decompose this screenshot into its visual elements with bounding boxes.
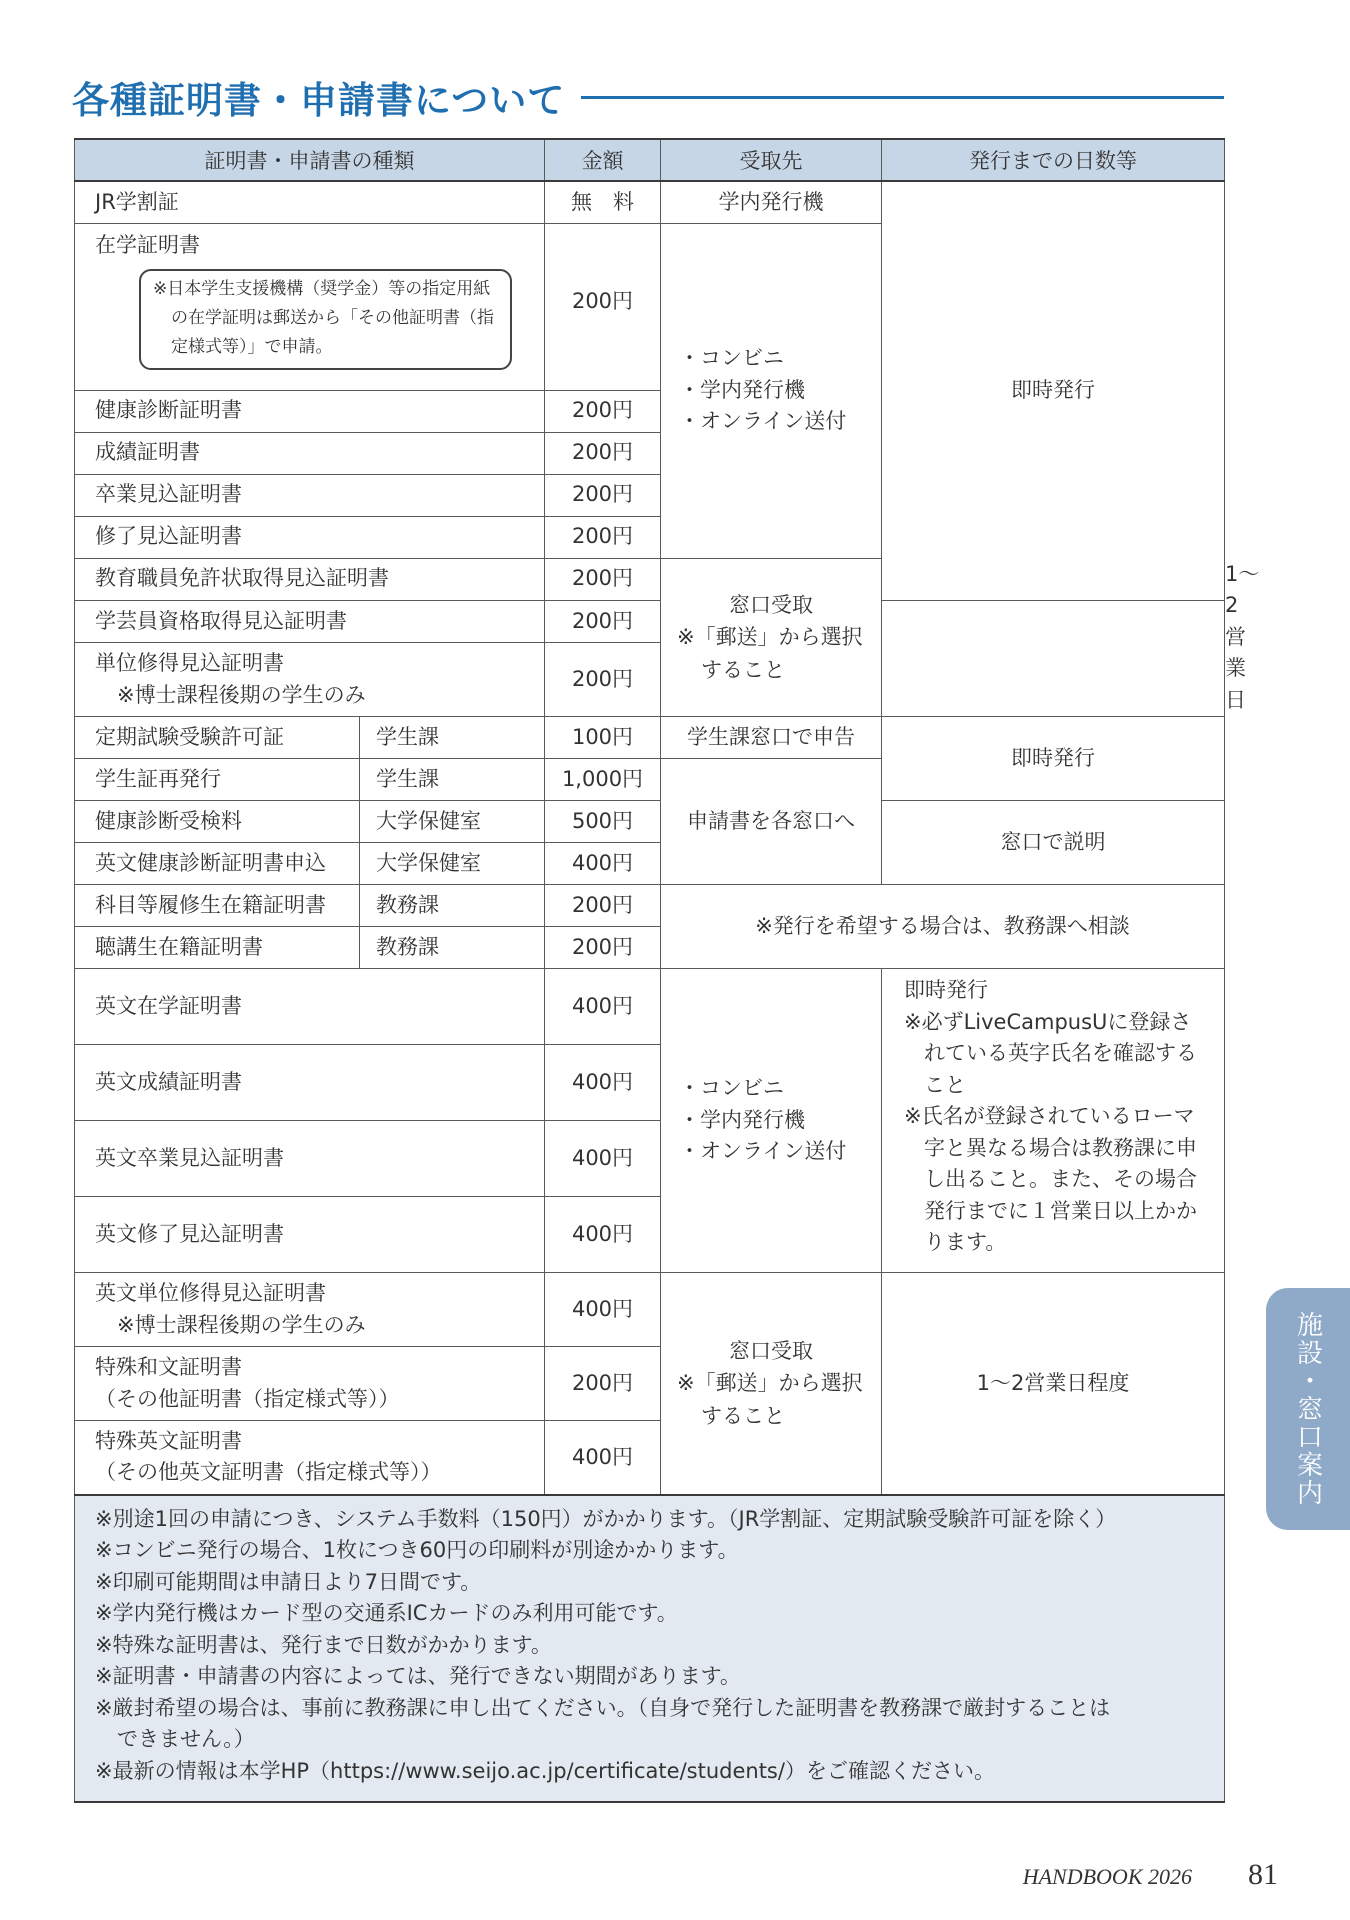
instr-line: ※氏名が登録されているローマ bbox=[904, 1104, 1195, 1129]
cert-place-list bbox=[661, 223, 882, 558]
handbook-label: HANDBOOK 2026 bbox=[1022, 1864, 1192, 1889]
certificate-table bbox=[74, 138, 1260, 1803]
cert-amount: 400円 bbox=[545, 1045, 661, 1121]
cert-dept: 学生課 bbox=[360, 717, 545, 759]
footnote-row bbox=[75, 1495, 1225, 1803]
footnote: できません。） bbox=[117, 1727, 255, 1752]
table-row bbox=[75, 642, 1225, 716]
cert-amount: 400円 bbox=[545, 1121, 661, 1197]
place-item: ・ 学内発行機 bbox=[679, 1105, 881, 1137]
table-row: 教育職員免許状取得見込証明書 200円 窓口受取 ※「郵送」から選択 すること 1〜2営業日 bbox=[75, 558, 1225, 600]
cert-amount: 無 料 bbox=[545, 181, 661, 223]
cert-amount: 400円 bbox=[545, 1273, 661, 1347]
place-item: ・ オンライン送付 bbox=[679, 406, 881, 438]
cert-amount: 1,000円 bbox=[545, 759, 661, 801]
cert-name: 英文卒業見込証明書 bbox=[75, 1121, 545, 1197]
cert-place: 申請書を各窓口へ bbox=[661, 759, 882, 885]
title-rule bbox=[581, 96, 1224, 99]
cert-place: 学生課窓口で申告 bbox=[661, 717, 882, 759]
cert-note: ※博士課程後期の学生のみ bbox=[117, 682, 366, 707]
place-line: 窓口受取 bbox=[729, 1338, 813, 1363]
side-tab-label: 施設・窓口案内 bbox=[1292, 1311, 1323, 1507]
cert-name: 在学証明書 bbox=[95, 232, 200, 257]
page-footer bbox=[0, 1858, 1350, 1898]
cert-days: 窓口で説明 bbox=[882, 801, 1225, 885]
place-item: ・ 学内発行機 bbox=[679, 375, 881, 407]
cert-name: JR学割証 bbox=[75, 181, 545, 223]
cert-amount: 200円 bbox=[545, 1347, 661, 1421]
footnote: ※コンビニ発行の場合、1枚につき60円の印刷料が別途かかります。 bbox=[95, 1538, 739, 1563]
cert-name: 健康診断受検料 bbox=[75, 801, 360, 843]
instr-line: れている英字氏名を確認する bbox=[924, 1041, 1197, 1066]
place-item: ・ コンビニ bbox=[679, 343, 881, 375]
cert-name-cell bbox=[75, 642, 545, 716]
cert-amount: 200円 bbox=[545, 885, 661, 927]
table-header-row bbox=[75, 139, 1225, 181]
footnote: ※学内発行機はカード型の交通系ICカードのみ利用可能です。 bbox=[95, 1601, 678, 1626]
instr-line: こと bbox=[924, 1072, 966, 1097]
cert-boxed-note bbox=[139, 269, 512, 370]
table-row bbox=[75, 600, 1225, 642]
cert-days: 即時発行 bbox=[882, 717, 1225, 801]
cert-place: 学内発行機 bbox=[661, 181, 882, 223]
cert-amount: 400円 bbox=[545, 1421, 661, 1495]
place-line: すること bbox=[701, 657, 785, 682]
cert-amount: 200円 bbox=[545, 516, 661, 558]
header-type: 証明書・申請書の種類 bbox=[75, 139, 545, 181]
cert-name-cell bbox=[75, 1347, 545, 1421]
cert-name: 学生証再発行 bbox=[75, 759, 360, 801]
table-row bbox=[75, 969, 1225, 1045]
header-place: 受取先 bbox=[661, 139, 882, 181]
cert-place bbox=[661, 558, 882, 717]
cert-amount: 200円 bbox=[545, 432, 661, 474]
cert-sub: （その他証明書（指定様式等）） bbox=[95, 1386, 400, 1411]
instr-line: ります。 bbox=[924, 1230, 1007, 1255]
cert-name: 教育職員免許状取得見込証明書 bbox=[75, 558, 545, 600]
cert-amount: 200円 bbox=[545, 558, 661, 600]
page-title: 各種証明書・申請書について bbox=[72, 79, 566, 122]
cert-name: 英文修了見込証明書 bbox=[75, 1197, 545, 1273]
cert-name: 単位修得見込証明書 bbox=[95, 651, 284, 676]
header-amount: 金額 bbox=[545, 139, 661, 181]
cert-name: 健康診断証明書 bbox=[75, 390, 545, 432]
cert-amount: 200円 bbox=[545, 390, 661, 432]
place-line: 窓口受取 bbox=[729, 592, 813, 617]
cert-note: ※博士課程後期の学生のみ bbox=[117, 1312, 366, 1337]
cert-name: 英文単位修得見込証明書 bbox=[95, 1281, 326, 1306]
cert-name: 特殊英文証明書 bbox=[95, 1428, 242, 1453]
cert-dept: 大学保健室 bbox=[360, 843, 545, 885]
note-line: 定様式等）」で申請。 bbox=[171, 336, 333, 357]
header-days: 発行までの日数等 bbox=[882, 139, 1225, 181]
cert-amount: 400円 bbox=[545, 969, 661, 1045]
cert-name: 成績証明書 bbox=[75, 432, 545, 474]
footnote: ※最新の情報は本学HP（https://www.seijo.ac.jp/certificate/students/）をご確認ください。 bbox=[95, 1758, 995, 1783]
note-line: の在学証明は郵送から「その他証明書（指 bbox=[171, 307, 494, 328]
cert-sub: （その他英文証明書（指定様式等）） bbox=[95, 1460, 442, 1485]
footnote: ※厳封希望の場合は、事前に教務課に申し出てください。（自身で発行した証明書を教務課で厳封することは bbox=[95, 1695, 1111, 1720]
cert-dept: 教務課 bbox=[360, 885, 545, 927]
footnotes bbox=[75, 1495, 1225, 1803]
place-line: ※「郵送」から選択 bbox=[677, 1371, 863, 1396]
note-line: ※日本学生支援機構（奨学金）等の指定用紙 bbox=[153, 279, 491, 299]
cert-dept: 大学保健室 bbox=[360, 801, 545, 843]
page-number: 81 bbox=[1248, 1858, 1278, 1891]
cert-amount: 400円 bbox=[545, 843, 661, 885]
cert-days: 即時発行 bbox=[882, 181, 1225, 600]
cert-place-list bbox=[661, 969, 882, 1273]
consult-note: ※発行を希望する場合は、教務課へ相談 bbox=[661, 885, 1225, 969]
cert-amount: 100円 bbox=[545, 717, 661, 759]
place-item: ・ コンビニ bbox=[679, 1073, 881, 1105]
instr-line: ※必ずLiveCampusUに登録さ bbox=[904, 1009, 1192, 1034]
table-row bbox=[75, 885, 1225, 927]
cert-days-instructions bbox=[882, 969, 1225, 1273]
cert-name-cell bbox=[75, 1273, 545, 1347]
cert-amount: 200円 bbox=[545, 223, 661, 390]
instr-line: 字と異なる場合は教務課に申 bbox=[924, 1135, 1197, 1160]
cert-name: 科目等履修生在籍証明書 bbox=[75, 885, 360, 927]
cert-name: 英文健康診断証明書申込 bbox=[75, 843, 360, 885]
cert-name: 修了見込証明書 bbox=[75, 516, 545, 558]
cert-dept: 学生課 bbox=[360, 759, 545, 801]
cert-name-cell bbox=[75, 223, 545, 390]
cert-amount: 200円 bbox=[545, 600, 661, 642]
cert-name: 定期試験受験許可証 bbox=[75, 717, 360, 759]
cert-place bbox=[661, 1273, 882, 1495]
cert-amount: 500円 bbox=[545, 801, 661, 843]
cert-name: 聴講生在籍証明書 bbox=[75, 927, 360, 969]
footnote: ※印刷可能期間は申請日より7日間です。 bbox=[95, 1569, 482, 1594]
table-row bbox=[75, 181, 1225, 223]
instr-line: 即時発行 bbox=[904, 978, 988, 1003]
place-line: ※「郵送」から選択 bbox=[677, 625, 863, 650]
table-row bbox=[75, 1273, 1225, 1347]
cert-days: 1〜2営業日程度 bbox=[882, 1273, 1225, 1495]
cert-amount: 200円 bbox=[545, 927, 661, 969]
place-line: すること bbox=[701, 1403, 785, 1428]
footnote: ※証明書・申請書の内容によっては、発行できない期間があります。 bbox=[95, 1664, 741, 1689]
instr-line: 発行までに１営業日以上かか bbox=[924, 1198, 1197, 1223]
instr-line: し出ること。また、その場合 bbox=[924, 1167, 1197, 1192]
cert-name: 卒業見込証明書 bbox=[75, 474, 545, 516]
cert-dept: 教務課 bbox=[360, 927, 545, 969]
cert-amount: 400円 bbox=[545, 1197, 661, 1273]
page-header bbox=[72, 70, 1224, 124]
cert-name: 特殊和文証明書 bbox=[95, 1355, 242, 1380]
cert-name: 学芸員資格取得見込証明書 bbox=[75, 600, 545, 642]
section-side-tab bbox=[1266, 1288, 1350, 1530]
cert-amount: 200円 bbox=[545, 474, 661, 516]
footnote: ※特殊な証明書は、発行まで日数がかかります。 bbox=[95, 1632, 552, 1657]
table-row bbox=[75, 801, 1225, 843]
cert-name-cell bbox=[75, 1421, 545, 1495]
place-item: ・ オンライン送付 bbox=[679, 1136, 881, 1168]
cert-name: 英文成績証明書 bbox=[75, 1045, 545, 1121]
table-row bbox=[75, 717, 1225, 759]
footnote: ※別途1回の申請につき、システム手数料（150円）がかかります。（JR学割証、定期試験受験許可証を除く） bbox=[95, 1506, 1117, 1531]
cert-name: 英文在学証明書 bbox=[75, 969, 545, 1045]
cert-amount: 200円 bbox=[545, 642, 661, 716]
